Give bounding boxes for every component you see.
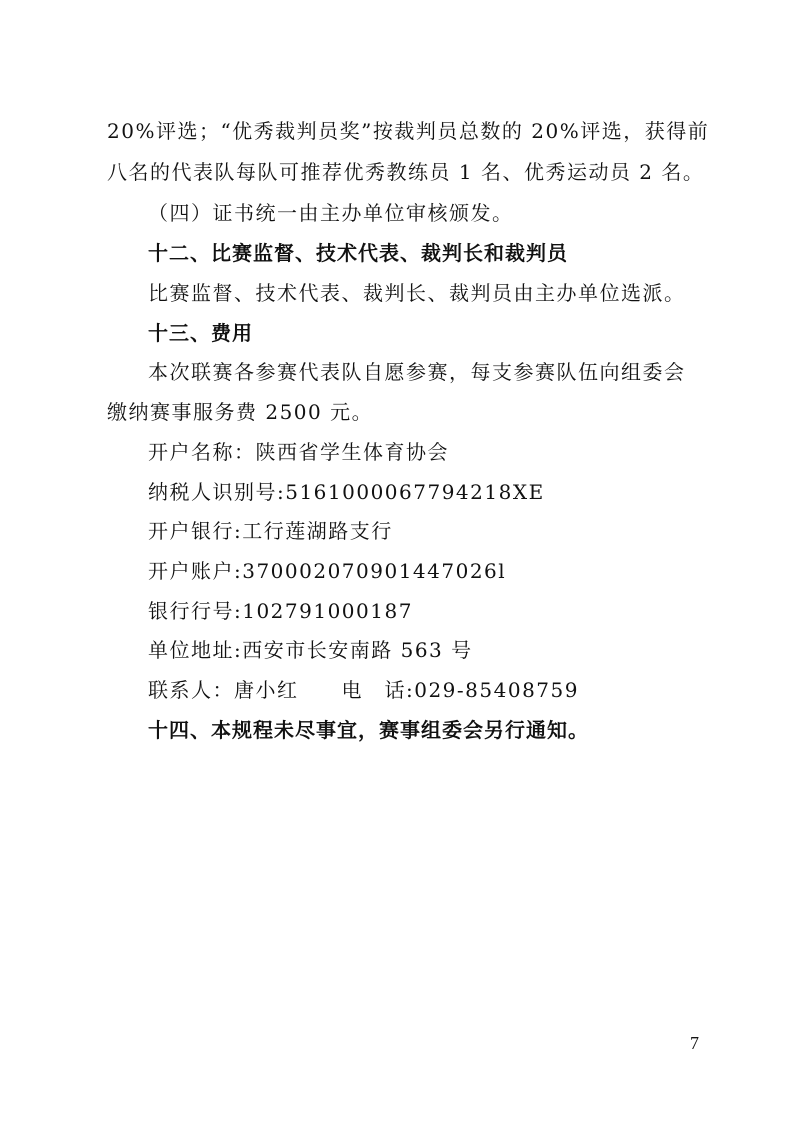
- bank-name: 开户银行:工行莲湖路支行: [148, 519, 393, 543]
- account-name: 开户名称：陕西省学生体育协会: [148, 440, 449, 464]
- contact-info: 联系人：唐小红 电 话:029-85408759: [148, 678, 579, 702]
- section-heading-13: 十三、费用: [148, 321, 253, 345]
- bank-account: 开户账户:370002070901447026l: [148, 559, 507, 583]
- paragraph-line-award-ratio: 20%评选；“优秀裁判员奖”按裁判员总数的 20%评选，获得前: [107, 119, 710, 143]
- paragraph-fee-line1: 本次联赛各参赛代表队自愿参赛，每支参赛队伍向组委会: [148, 360, 686, 384]
- unit-address: 单位地址:西安市长安南路 563 号: [148, 638, 473, 662]
- section-heading-14: 十四、本规程未尽事宜，赛事组委会另行通知。: [148, 718, 589, 742]
- paragraph-fee-line2: 缴纳赛事服务费 2500 元。: [107, 400, 374, 424]
- section-heading-12: 十二、比赛监督、技术代表、裁判长和裁判员: [148, 241, 568, 265]
- paragraph-line-recommend: 八名的代表队每队可推荐优秀教练员 1 名、优秀运动员 2 名。: [107, 160, 705, 184]
- paragraph-certificate: （四）证书统一由主办单位审核颁发。: [148, 201, 514, 225]
- page-number: 7: [690, 1033, 699, 1053]
- bank-code: 银行行号:102791000187: [148, 599, 413, 623]
- paragraph-officials: 比赛监督、技术代表、裁判长、裁判员由主办单位选派。: [148, 281, 686, 305]
- taxpayer-id: 纳税人识别号:5161000067794218XE: [148, 480, 545, 504]
